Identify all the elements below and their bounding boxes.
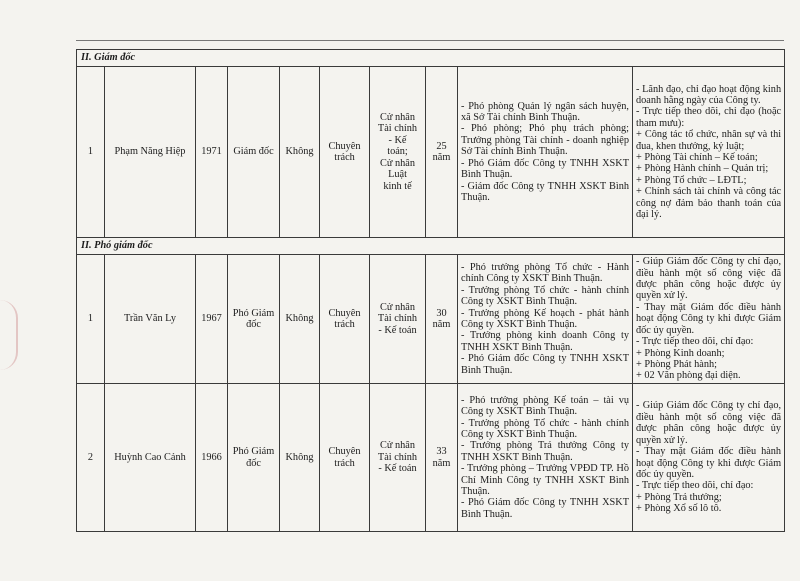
duty-line: + Công tác tổ chức, nhân sự và thi đua, khen thưởng, kỷ luật;	[636, 129, 782, 152]
section-header-row	[77, 50, 785, 67]
cell-years-experience: 25 năm	[426, 67, 458, 238]
cell-work-mode: Chuyên trách	[320, 67, 370, 238]
cell-position: Phó Giám đốc	[228, 384, 280, 532]
history-line: - Giám đốc Công ty TNHH XSKT Bình Thuận.	[461, 180, 629, 203]
duty-line: - Trực tiếp theo dõi, chỉ đạo:	[636, 336, 754, 348]
cell-work-history	[458, 67, 633, 238]
degree-line: - Kế	[388, 134, 407, 146]
history-line: - Phó trưởng phòng Tổ chức - Hành chính Công ty XSKT Bình Thuận.	[461, 261, 629, 285]
degree-line: Tài chính	[377, 313, 418, 325]
cell-party: Không	[280, 384, 320, 532]
cell-stt: 1	[77, 67, 105, 238]
duty-line: + Phòng Tài chính – Kế toán;	[636, 152, 758, 163]
degree-line: Tài chính	[377, 451, 418, 463]
stamp-mark	[0, 300, 18, 370]
cell-stt: 1	[77, 255, 105, 384]
cell-duties	[633, 67, 785, 238]
page-top-rule	[76, 40, 784, 41]
history-line: - Phó phòng; Phó phụ trách phòng; Trưởng phòng Tài chính - doanh nghiệp Sở Tài chính Bình Thuận.	[461, 123, 629, 158]
personnel-table	[76, 49, 785, 532]
degree-line: - Kế toán	[378, 463, 417, 475]
cell-years-experience: 30 năm	[426, 255, 458, 384]
duty-line: + Phòng Hành chính – Quản trị;	[636, 163, 769, 175]
degree-line: kinh tế	[383, 180, 412, 192]
degree-line: Cử nhân	[379, 157, 416, 169]
degree-line: Cử nhân	[379, 440, 416, 452]
cell-work-history	[458, 384, 633, 532]
duty-line: + 02 Văn phòng đại diện.	[636, 370, 741, 382]
history-line: - Trưởng phòng kinh doanh Công ty TNHH XSKT Bình Thuận.	[461, 330, 629, 353]
document-sheet	[76, 49, 784, 532]
cell-party: Không	[280, 67, 320, 238]
duty-line: - Thay mặt Giám đốc điều hành hoạt động Công ty khi được Giám đốc ủy quyền.	[636, 301, 782, 336]
table-row	[77, 384, 785, 532]
duty-line: - Giúp Giám đốc Công ty chỉ đạo, điều hành một số công việc đã được phân công hoặc được ủy quyền xử lý.	[636, 256, 782, 302]
duty-line: + Phòng Kinh doanh;	[636, 347, 725, 359]
history-line: - Trưởng phòng – Trưởng VPĐD TP. Hồ Chí Minh Công ty TNHH XSKT Bình Thuận.	[461, 463, 629, 498]
table-row	[77, 67, 785, 238]
cell-position: Giám đốc	[228, 67, 280, 238]
cell-name: Trần Văn Ly	[105, 255, 196, 384]
cell-name: Phạm Năng Hiệp	[105, 67, 196, 238]
duty-line: + Phòng Xổ số lô tô.	[636, 503, 722, 515]
cell-degree	[370, 67, 426, 238]
history-line: - Phó Giám đốc Công ty TNHH XSKT Bình Thuận.	[461, 497, 629, 520]
cell-birth-year: 1966	[196, 384, 228, 532]
cell-position: Phó Giám đốc	[228, 255, 280, 384]
history-line: - Trưởng phòng Kế hoạch - phát hành Công ty XSKT Bình Thuận.	[461, 307, 629, 330]
duty-line: - Thay mặt Giám đốc điều hành hoạt động Công ty khi được Giám đốc ủy quyền.	[636, 446, 782, 480]
degree-line: Cử nhân	[379, 112, 416, 124]
cell-duties	[633, 384, 785, 532]
table-row	[77, 255, 785, 384]
cell-stt: 2	[77, 384, 105, 532]
history-line: - Phó phòng Quản lý ngân sách huyện, xã Sở Tài chính Bình Thuận.	[461, 100, 629, 124]
degree-line: Luật	[388, 169, 407, 181]
degree-line: Tài chính	[377, 123, 418, 135]
cell-work-mode: Chuyên trách	[320, 384, 370, 532]
table-body	[77, 50, 785, 532]
duty-line: - Lãnh đạo, chỉ đạo hoạt động kinh doanh hằng ngày của Công ty.	[636, 83, 782, 106]
history-line: - Trưởng phòng Trả thưởng Công ty TNHH XSKT Bình Thuận.	[461, 440, 629, 463]
history-line: - Phó Giám đốc Công ty TNHH XSKT Bình Thuận.	[461, 157, 629, 181]
cell-years-experience: 33 năm	[426, 384, 458, 532]
duty-line: - Trực tiếp theo dõi, chỉ đạo:	[636, 480, 754, 492]
duty-line: - Giúp Giám đốc Công ty chỉ đạo, điều hành một số công việc đã được phân công hoặc được ủy quyền xử lý.	[636, 400, 782, 446]
cell-duties	[633, 255, 785, 384]
cell-degree	[370, 255, 426, 384]
duty-line: + Phòng Phát hành;	[636, 358, 718, 370]
cell-name: Huỳnh Cao Cảnh	[105, 384, 196, 532]
section-header-row	[77, 238, 785, 255]
cell-work-history	[458, 255, 633, 384]
duty-line: + Phòng Tổ chức – LĐTL;	[636, 174, 747, 186]
cell-party: Không	[280, 255, 320, 384]
cell-birth-year: 1971	[196, 67, 228, 238]
history-line: - Phó trưởng phòng Kế toán – tài vụ Công ty XSKT Bình Thuận.	[461, 394, 629, 418]
duty-line: + Chính sách tài chính và công tác công nợ đảm bảo thanh toán của đại lý.	[636, 186, 782, 221]
degree-line: toán;	[387, 146, 408, 158]
history-line: - Trưởng phòng Tổ chức - hành chính Công ty XSKT Bình Thuận.	[461, 417, 629, 440]
history-line: - Trưởng phòng Tổ chức - hành chính Công ty XSKT Bình Thuận.	[461, 284, 629, 308]
section-heading: II. Phó giám đốc	[77, 238, 785, 255]
cell-degree	[370, 384, 426, 532]
degree-line: - Kế toán	[378, 324, 417, 336]
section-heading: II. Giám đốc	[77, 50, 785, 67]
degree-line: Cử nhân	[379, 301, 416, 313]
cell-birth-year: 1967	[196, 255, 228, 384]
duty-line: + Phòng Trả thưởng;	[636, 491, 722, 503]
duty-line: - Trực tiếp theo dõi, chỉ đạo (hoặc tham mưu):	[636, 106, 782, 129]
cell-work-mode: Chuyên trách	[320, 255, 370, 384]
history-line: - Phó Giám đốc Công ty TNHH XSKT Bình Thuận.	[461, 353, 629, 376]
